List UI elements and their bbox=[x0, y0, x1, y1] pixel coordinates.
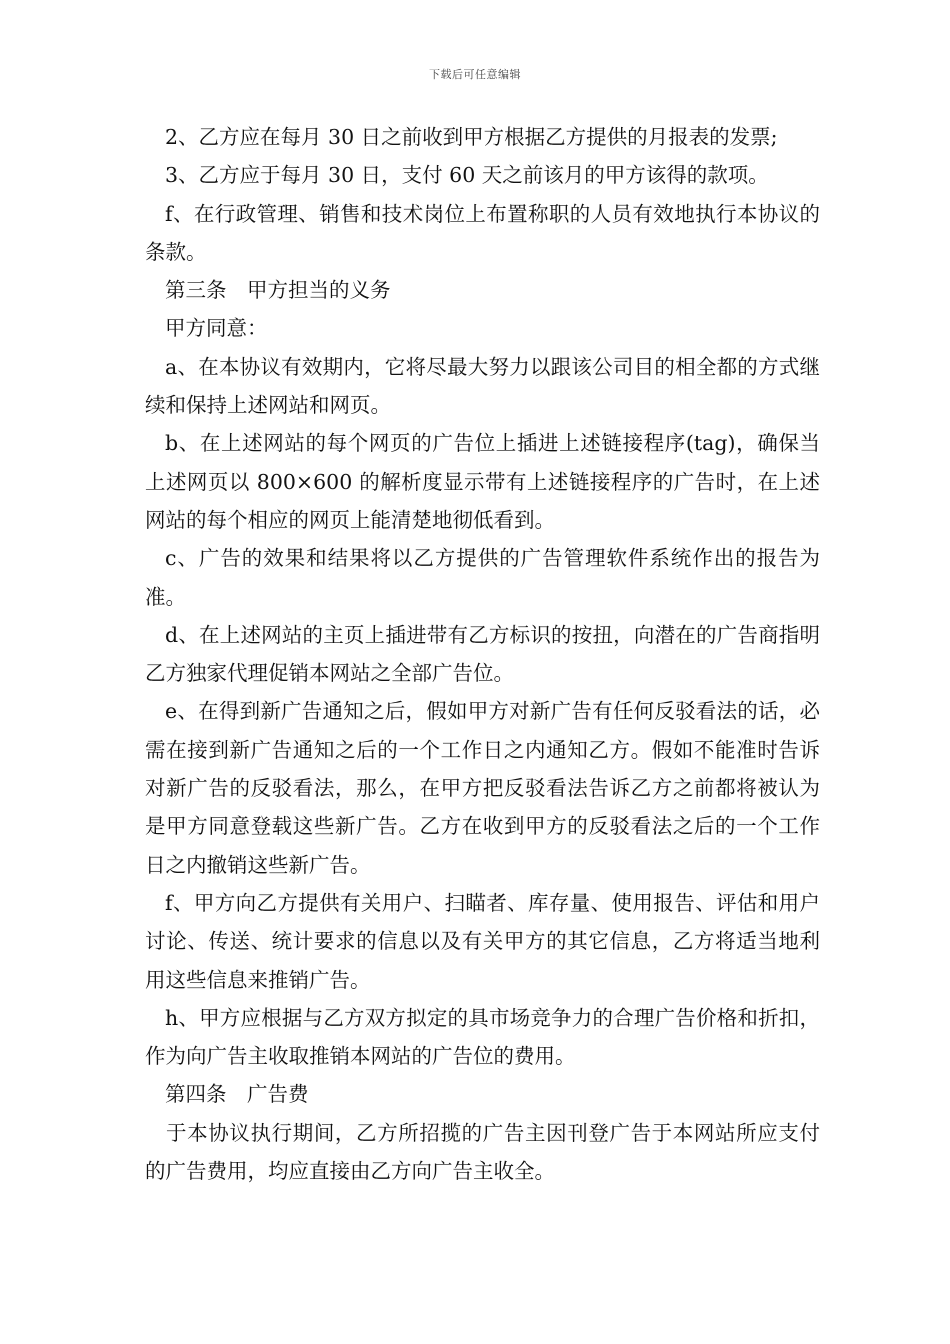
clause-h: h、甲方应根据与乙方双方拟定的具市场竞争力的合理广告价格和折扣，作为向广告主收取推销本网站的广告位的费用。 bbox=[145, 1005, 820, 1069]
clause-c: c、广告的效果和结果将以乙方提供的广告管理软件系统作出的报告为准。 bbox=[145, 546, 820, 609]
paragraph-invoice-clause: 2、乙方应在每月 30 日之前收到甲方根据乙方提供的月报表的发票; bbox=[165, 125, 778, 149]
clause-f: f、甲方向乙方提供有关用户、扫瞄者、库存量、使用报告、评估和用户讨论、传送、统计要求的信息以及有关甲方的其它信息，乙方将适当地利用这些信息来推销广告。 bbox=[145, 890, 820, 992]
advertising-fee-clause: 于本协议执行期间，乙方所招揽的广告主因刊登广告于本网站所应支付的广告费用，均应直接由乙方向广告主收全。 bbox=[145, 1120, 820, 1184]
clause-b: b、在上述网站的每个网页的广告位上插进上述链接程序(tag)，确保当上述网页以 800×600 的解析度显示带有上述链接程序的广告时，在上述网站的每个相应的网页上能清楚地彻低看到。 bbox=[145, 431, 820, 532]
page-header: 下载后可任意编辑 bbox=[429, 68, 521, 81]
clause-a: a、在本协议有效期内，它将尽最大努力以跟该公司目的相全都的方式继续和保持上述网站和网页。 bbox=[145, 354, 820, 418]
paragraph-staffing-clause: f、在行政管理、销售和技术岗位上布置称职的人员有效地执行本协议的条款。 bbox=[145, 201, 820, 264]
document-body bbox=[145, 118, 820, 1190]
clause-d: d、在上述网站的主页上插进带有乙方标识的按扭，向潜在的广告商指明乙方独家代理促销本网站之全部广告位。 bbox=[145, 622, 820, 686]
article-3-heading: 第三条 甲方担当的义务 bbox=[165, 278, 391, 303]
article-4-heading: 第四条 广告费 bbox=[165, 1082, 309, 1107]
party-a-agrees-label: 甲方同意： bbox=[165, 316, 268, 341]
clause-e: e、在得到新广告通知之后，假如甲方对新广告有任何反驳看法的话，必需在接到新广告通知之后的一个工作日之内通知乙方。假如不能准时告诉对新广告的反驳看法，那么，在甲方把反驳看法告诉乙方之前都将被认为是甲方同意登载这些新广告。乙方在收到甲方的反驳看法之后的一个工作日之内撤销这些新广告。 bbox=[145, 699, 820, 877]
paragraph-payment-clause: 3、乙方应于每月 30 日，支付 60 天之前该月的甲方该得的款项。 bbox=[165, 163, 769, 188]
